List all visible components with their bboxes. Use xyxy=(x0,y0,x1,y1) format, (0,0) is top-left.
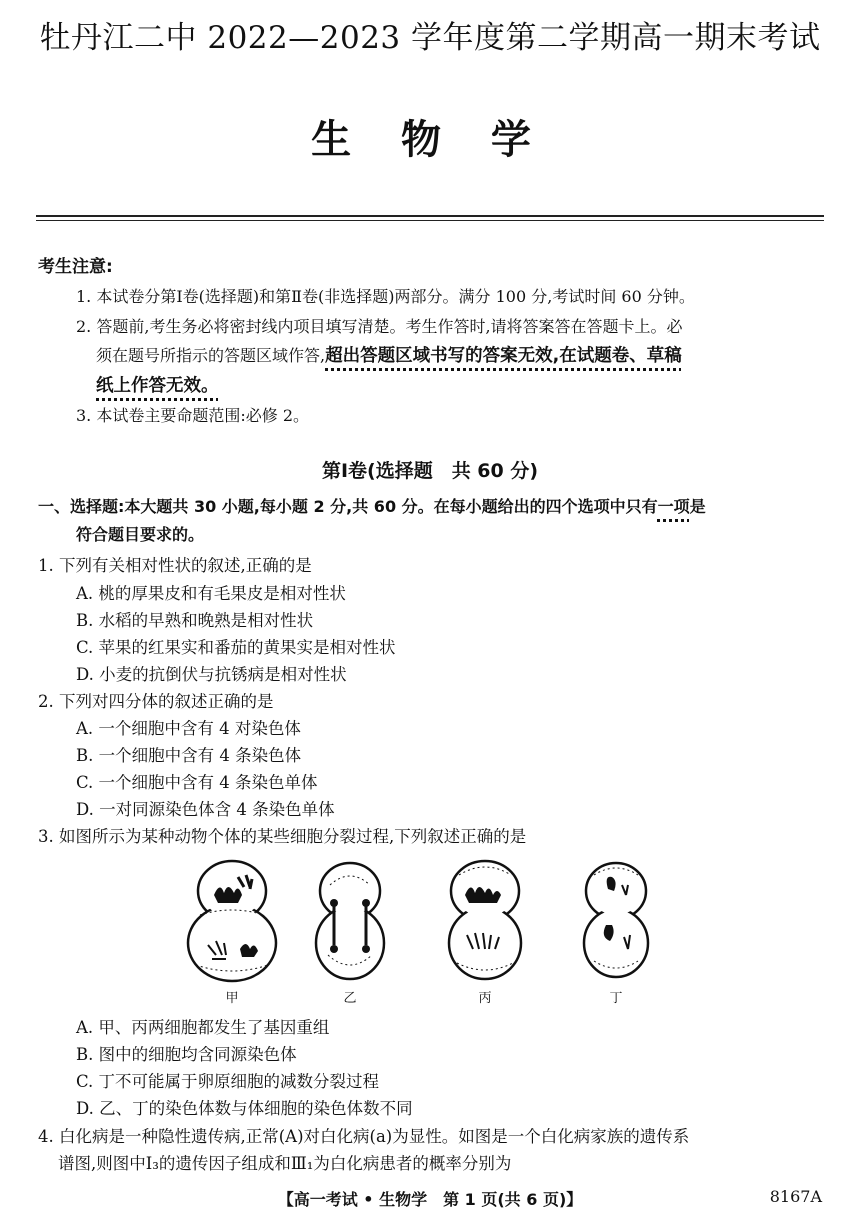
question-1-option-d: D. 小麦的抗倒伏与抗锈病是相对性状 xyxy=(76,665,347,684)
question-4-stem-line-2: 谱图,则图中Ⅰ₃的遗传因子组成和Ⅲ₁为白化病患者的概率分别为 xyxy=(58,1154,512,1173)
question-3-option-d: D. 乙、丁的染色体数与体细胞的染色体数不同 xyxy=(76,1099,413,1118)
question-2-option-c: C. 一个细胞中含有 4 条染色单体 xyxy=(76,773,318,792)
instruction-post: 是 xyxy=(689,497,706,516)
instruction-dotted: 一项 xyxy=(657,497,690,516)
exam-title: 牡丹江二中 2022—2023 学年度第二学期高一期末考试 xyxy=(39,20,821,56)
notice-item-1: 1. 本试卷分第Ⅰ卷(选择题)和第Ⅱ卷(非选择题)两部分。满分 100 分,考试时间 60 分钟。 xyxy=(76,287,695,306)
question-2-stem: 2. 下列对四分体的叙述正确的是 xyxy=(38,692,274,711)
question-4-stem-line-1: 4. 白化病是一种隐性遗传病,正常(A)对白化病(a)为显性。如图是一个白化病家族的遗传系 xyxy=(38,1127,690,1146)
notice-item-2-emphasis: 超出答题区域书写的答案无效,在试题卷、草稿 xyxy=(325,346,682,366)
notice-title: 考生注意: xyxy=(38,257,113,277)
notice-item-2-line-2 xyxy=(96,342,682,367)
question-3-stem: 3. 如图所示为某种动物个体的某些细胞分裂过程,下列叙述正确的是 xyxy=(38,827,527,846)
cell-jia xyxy=(188,861,276,981)
cell-bing xyxy=(449,861,521,979)
question-3-option-b: B. 图中的细胞均含同源染色体 xyxy=(76,1045,297,1064)
notice-item-2-emphasis-end: 纸上作答无效。 xyxy=(96,376,219,396)
notice-item-2-plain: 须在题号所指示的答题区域作答, xyxy=(96,346,326,365)
question-2-option-d: D. 一对同源染色体含 4 条染色单体 xyxy=(76,800,335,819)
question-2-option-b: B. 一个细胞中含有 4 条染色体 xyxy=(76,746,302,765)
cell-yi xyxy=(316,863,384,979)
question-1-option-b: B. 水稻的早熟和晚熟是相对性状 xyxy=(76,611,314,630)
figure-label-yi: 乙 xyxy=(343,991,357,1006)
cell-ding xyxy=(584,863,648,977)
header-rule-thin xyxy=(36,220,824,221)
question-1-stem: 1. 下列有关相对性状的叙述,正确的是 xyxy=(38,556,312,575)
subject-title: 生 物 学 xyxy=(311,117,549,163)
question-1-option-a: A. 桃的厚果皮和有毛果皮是相对性状 xyxy=(76,584,346,603)
section-instruction-line-2: 符合题目要求的。 xyxy=(76,525,205,544)
notice-item-2-line-3 xyxy=(96,372,219,397)
section-heading: 第Ⅰ卷(选择题 共 60 分) xyxy=(321,460,539,482)
figure-label-bing: 丙 xyxy=(478,991,492,1006)
header-rule-thick xyxy=(36,215,824,217)
page-footer: 【高一考试 • 生物学 第 1 页(共 6 页)】 xyxy=(277,1190,583,1209)
question-3-option-a: A. 甲、丙两细胞都发生了基因重组 xyxy=(76,1018,330,1037)
section-instruction-line-1 xyxy=(38,494,706,517)
cell-division-figure xyxy=(180,855,680,1005)
figure-label-ding: 丁 xyxy=(609,991,623,1006)
notice-item-3: 3. 本试卷主要命题范围:必修 2。 xyxy=(76,406,310,425)
question-3-option-c: C. 丁不可能属于卵原细胞的减数分裂过程 xyxy=(76,1072,380,1091)
question-2-option-a: A. 一个细胞中含有 4 对染色体 xyxy=(76,719,301,738)
figure-label-jia: 甲 xyxy=(225,991,239,1006)
cell-division-diagram xyxy=(180,855,680,985)
instruction-pre: 一、选择题:本大题共 30 小题,每小题 2 分,共 60 分。在每小题给出的四个选项中只有 xyxy=(38,497,658,516)
question-1-option-c: C. 苹果的红果实和番茄的黄果实是相对性状 xyxy=(76,638,396,657)
notice-item-2-line-1: 2. 答题前,考生务必将密封线内项目填写清楚。考生作答时,请将答案答在答题卡上。必 xyxy=(76,317,683,336)
paper-code: 8167A xyxy=(769,1187,822,1206)
